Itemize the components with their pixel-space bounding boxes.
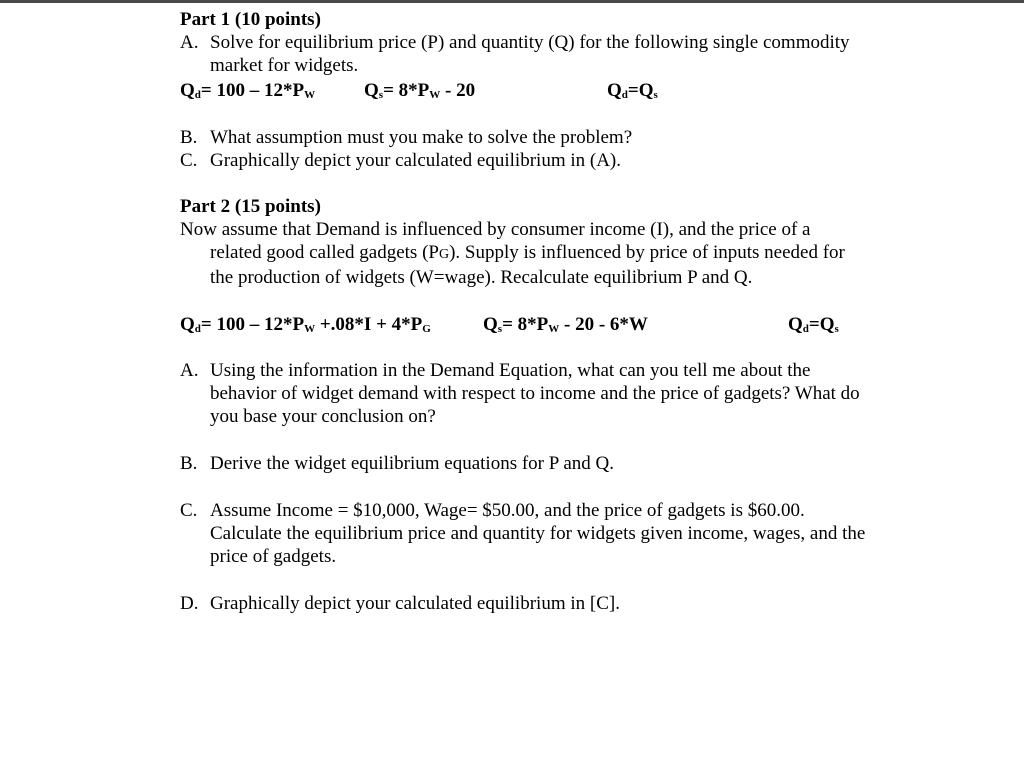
- part2-question-a-text-line3: you base your conclusion on?: [210, 406, 436, 427]
- part1-question-c-label: C.: [180, 150, 198, 171]
- part1-question-a: [180, 31, 940, 77]
- part1-question-a-text-line1: Solve for equilibrium price (P) and quantity (Q) for the following single commodity: [210, 32, 850, 53]
- part2-question-c-text-line2: Calculate the equilibrium price and quantity for widgets given income, wages, and the: [210, 523, 866, 544]
- part1-question-b-label: B.: [180, 127, 198, 148]
- part2-question-c-label: C.: [180, 500, 198, 521]
- part2-question-b-label: B.: [180, 453, 198, 474]
- part2-question-a-text-line2: behavior of widget demand with respect to income and the price of gadgets? What do: [210, 383, 860, 404]
- part1-demand-equation: $Q_d= 100 - 12*P_W$: [180, 80, 316, 101]
- part2-heading: Part 2 (15 points): [180, 196, 321, 217]
- part2-question-c-text-line1: Assume Income = $10,000, Wage= $50.00, and the price of gadgets is $60.00.: [210, 500, 805, 521]
- part2-question-a-label: A.: [180, 360, 199, 381]
- part1-question-b-text: What assumption must you make to solve the problem?: [210, 127, 633, 148]
- part2-supply-equation: $Q_s= 8*P_W - 20 - 6*W$: [483, 314, 648, 335]
- top-border-rule: [0, 0, 1024, 3]
- part2-intro-line2: related good called gadgets (PG). Supply is influenced by price of inputs needed for: [210, 242, 845, 263]
- part1-equilibrium-condition: $Q_d=Q_s$: [607, 80, 658, 101]
- part2-intro: [180, 218, 940, 289]
- part2-question-c: [180, 499, 940, 568]
- part1-heading: Part 1 (10 points): [180, 9, 321, 30]
- part2-demand-equation: $Q_d= 100 - 12*P_W +.08*I + 4*P_G$: [180, 314, 431, 335]
- part1-question-b: [180, 126, 940, 149]
- part1-question-a-label: A.: [180, 32, 199, 53]
- part2-equilibrium-condition: $Q_d=Q_s$: [788, 314, 839, 335]
- part2-equations: [180, 313, 940, 336]
- part1-question-c-text: Graphically depict your calculated equilibrium in (A).: [210, 150, 621, 171]
- part1-supply-equation: $Q_s= 8*P_W - 20$: [364, 80, 476, 101]
- document-page: [180, 8, 940, 615]
- part2-question-d-label: D.: [180, 593, 199, 614]
- part2-question-a: [180, 359, 940, 428]
- part1-equations: [180, 79, 940, 102]
- part1-question-a-text-line2: market for widgets.: [210, 55, 359, 76]
- part2-question-a-text-line1: Using the information in the Demand Equation, what can you tell me about the: [210, 360, 811, 381]
- part2-intro-line3: the production of widgets (W=wage). Recalculate equilibrium P and Q.: [210, 267, 753, 288]
- part2-question-c-text-line3: price of gadgets.: [210, 546, 337, 567]
- part2-question-b-text: Derive the widget equilibrium equations for P and Q.: [210, 453, 615, 474]
- part2-intro-line1: Now assume that Demand is influenced by consumer income (I), and the price of a: [180, 219, 811, 240]
- part2-question-d: [180, 592, 940, 615]
- part2-question-d-text: Graphically depict your calculated equilibrium in [C].: [210, 593, 620, 614]
- part1-question-c: [180, 149, 940, 172]
- part2-question-b: [180, 452, 940, 475]
